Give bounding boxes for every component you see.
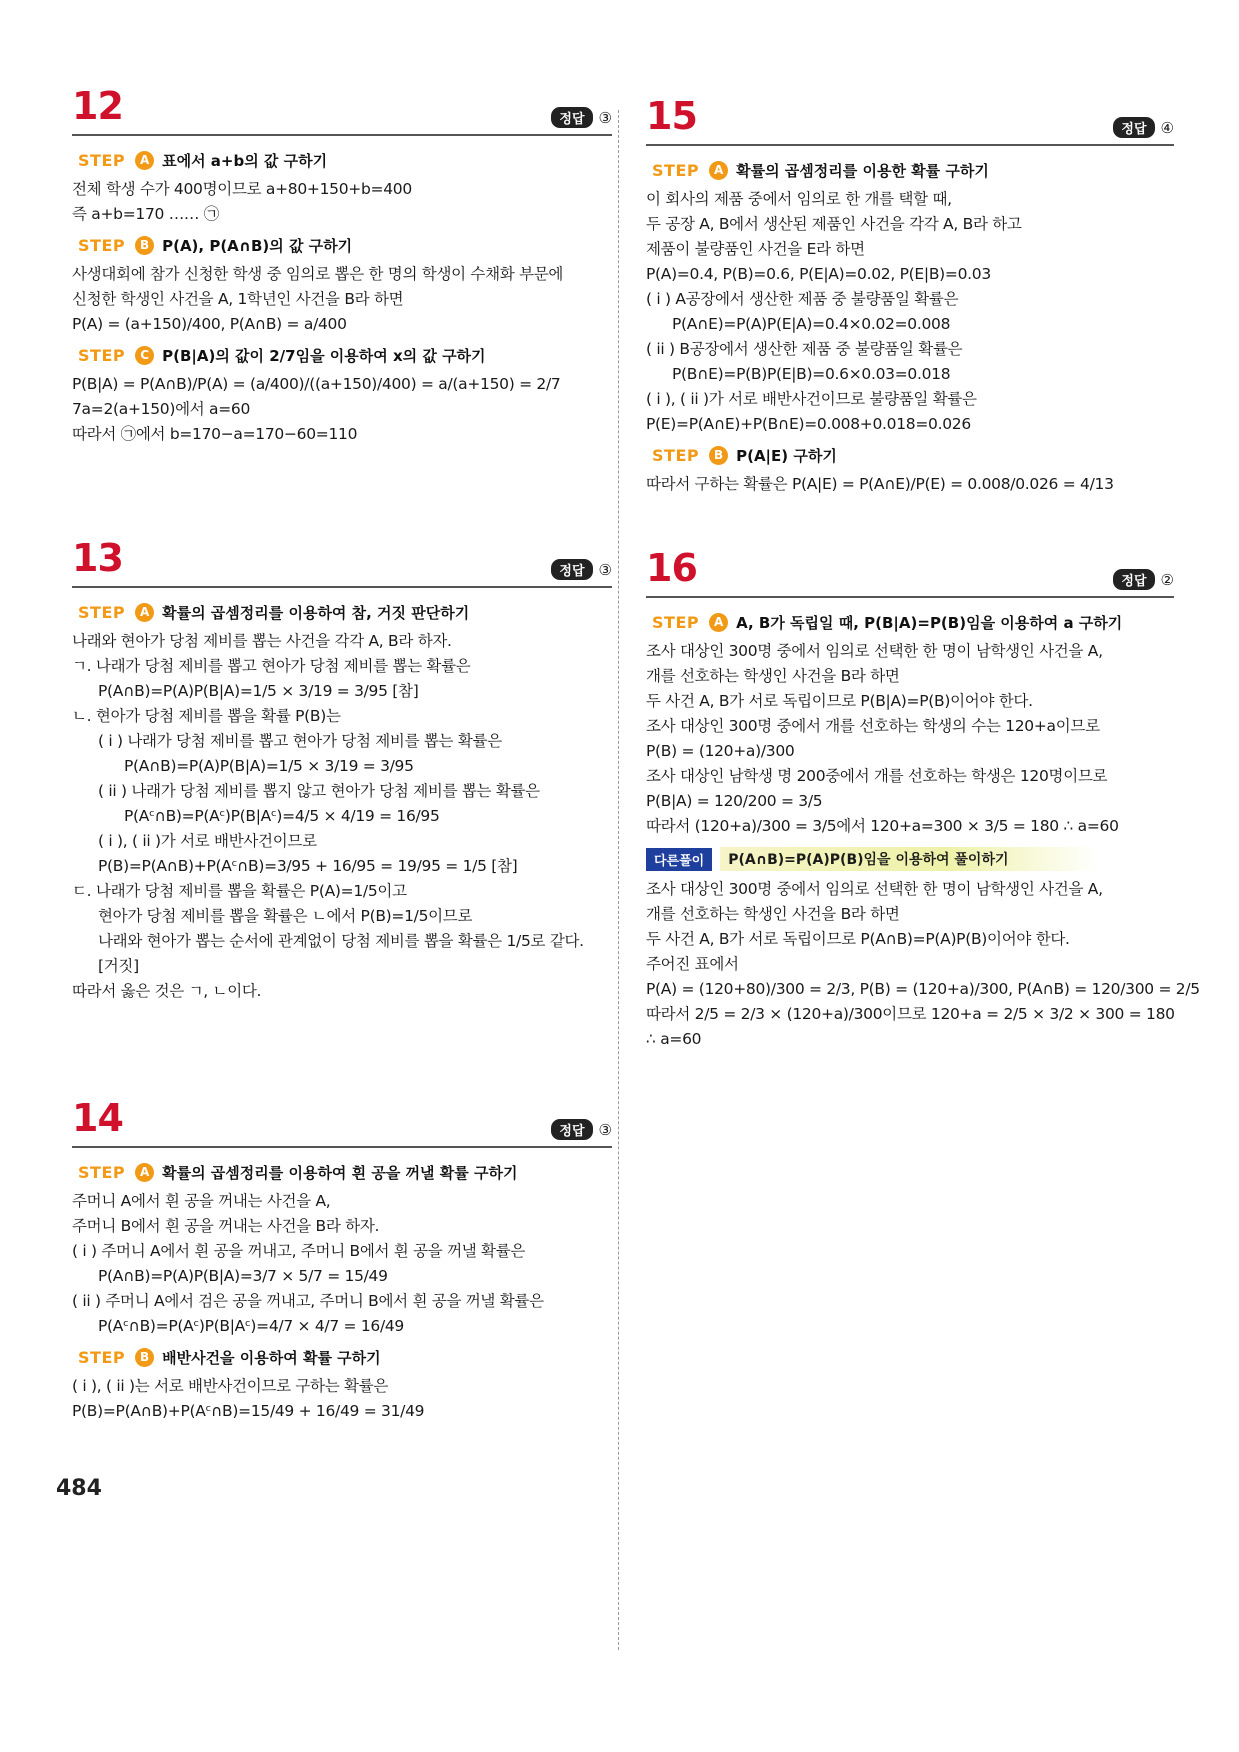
- answer-indicator: [1113, 117, 1174, 138]
- step-letter-badge: A: [709, 613, 728, 632]
- step-heading: [78, 345, 612, 366]
- answer-value: ②: [1160, 570, 1174, 589]
- step-label: STEP: [78, 346, 126, 365]
- problem-12: [72, 86, 612, 447]
- solution-line: 두 공장 A, B에서 생산된 제품인 사건을 각각 A, B라 하고: [646, 215, 1022, 233]
- alternative-solution-heading: [646, 847, 1174, 871]
- step-heading: [78, 235, 612, 256]
- answer-value: ③: [598, 1120, 612, 1139]
- problem-number: 16: [646, 546, 697, 590]
- step-title: 확률의 곱셈정리를 이용한 확률 구하기: [736, 162, 989, 180]
- solution-line: 나래와 현아가 당첨 제비를 뽑는 사건을 각각 A, B라 하자.: [72, 632, 452, 650]
- step-letter-badge: B: [709, 446, 728, 465]
- solution-line: 7a=2(a+150)에서 a=60: [72, 400, 251, 418]
- solution-line: 나래와 현아가 뽑는 순서에 관계없이 당첨 제비를 뽑을 확률은 1/5로 같다.: [98, 932, 584, 950]
- solution-line: P(A∩B)=P(A)P(B|A)=3/7 × 5/7 = 15/49: [98, 1267, 388, 1285]
- solution-line: ( i ), ( ii )가 서로 배반사건이므로 불량품일 확률은: [646, 390, 977, 408]
- solution-line: P(B∩E)=P(B)P(E|B)=0.6×0.03=0.018: [672, 365, 951, 383]
- solution-line: 조사 대상인 300명 중에서 임의로 선택한 한 명이 남학생인 사건을 A,: [646, 880, 1103, 898]
- step-title: P(B|A)의 값이 2/7임을 이용하여 x의 값 구하기: [162, 347, 486, 365]
- step-letter-badge: B: [135, 1348, 154, 1367]
- answer-badge: 정답: [1113, 569, 1154, 590]
- page-number: 484: [56, 1476, 102, 1501]
- step-heading: [652, 160, 1174, 181]
- solution-line: P(B) = (120+a)/300: [646, 742, 795, 760]
- answer-value: ③: [598, 108, 612, 127]
- answer-badge: 정답: [1113, 117, 1154, 138]
- alternative-badge: 다른풀이: [646, 848, 712, 871]
- solution-line: 주머니 A에서 흰 공을 꺼내는 사건을 A,: [72, 1192, 331, 1210]
- step-letter-badge: A: [135, 1163, 154, 1182]
- step-letter-badge: A: [709, 161, 728, 180]
- solution-line: P(A) = (120+80)/300 = 2/3, P(B) = (120+a)/300, P(A∩B) = 120/300 = 2/5: [646, 980, 1200, 998]
- solution-line: ( i ), ( ii )가 서로 배반사건이므로: [98, 832, 317, 850]
- answer-badge: 정답: [551, 1119, 592, 1140]
- solution-line: ∴ a=60: [646, 1030, 702, 1048]
- solution-line: ( i ) 나래가 당첨 제비를 뽑고 현아가 당첨 제비를 뽑는 확률은: [98, 732, 502, 750]
- answer-value: ④: [1160, 118, 1174, 137]
- step-heading: [652, 612, 1174, 633]
- answer-badge: 정답: [551, 107, 592, 128]
- problem-header: [646, 548, 1174, 598]
- problem-header: [646, 96, 1174, 146]
- step-label: STEP: [78, 603, 126, 622]
- solution-line: 사생대회에 참가 신청한 학생 중 임의로 뽑은 한 명의 학생이 수채화 부문에: [72, 265, 564, 283]
- step-heading: [78, 150, 612, 171]
- step-label: STEP: [78, 1348, 126, 1367]
- solution-line: P(A∩E)=P(A)P(E|A)=0.4×0.02=0.008: [672, 315, 951, 333]
- solution-line: 따라서 구하는 확률은 P(A|E) = P(A∩E)/P(E) = 0.008/0.026 = 4/13: [646, 475, 1114, 493]
- step-heading: [652, 445, 1174, 466]
- solution-line: 따라서 옳은 것은 ㄱ, ㄴ이다.: [72, 982, 262, 1000]
- problem-13: [72, 538, 612, 1004]
- solution-line: 두 사건 A, B가 서로 독립이므로 P(A∩B)=P(A)P(B)이어야 한다.: [646, 930, 1070, 948]
- solution-line: ( i ) A공장에서 생산한 제품 중 불량품일 확률은: [646, 290, 959, 308]
- step-title: A, B가 독립일 때, P(B|A)=P(B)임을 이용하여 a 구하기: [736, 614, 1123, 632]
- step-title: 확률의 곱셈정리를 이용하여 참, 거짓 판단하기: [162, 604, 470, 622]
- step-label: STEP: [78, 151, 126, 170]
- problem-header: [72, 538, 612, 588]
- problem-number: 12: [72, 84, 123, 128]
- solution-line: 현아가 당첨 제비를 뽑을 확률은 ㄴ에서 P(B)=1/5이므로: [98, 907, 473, 925]
- alternative-title: P(A∩B)=P(A)P(B)임을 이용하여 풀이하기: [720, 847, 1098, 871]
- step-heading: [78, 1162, 612, 1183]
- solution-line: 따라서 (120+a)/300 = 3/5에서 120+a=300 × 3/5 = 180 ∴ a=60: [646, 817, 1119, 835]
- step-label: STEP: [78, 236, 126, 255]
- solution-line: P(A∩B)=P(A)P(B|A)=1/5 × 3/19 = 3/95: [124, 757, 414, 775]
- step-label: STEP: [78, 1163, 126, 1182]
- answer-indicator: [551, 559, 612, 580]
- solution-line: 따라서 2/5 = 2/3 × (120+a)/300이므로 120+a = 2/5 × 3/2 × 300 = 180: [646, 1005, 1175, 1023]
- step-heading: [78, 1347, 612, 1368]
- solution-line: 조사 대상인 300명 중에서 임의로 선택한 한 명이 남학생인 사건을 A,: [646, 642, 1103, 660]
- problem-header: [72, 86, 612, 136]
- solution-line: ㄱ. 나래가 당첨 제비를 뽑고 현아가 당첨 제비를 뽑는 확률은: [72, 657, 471, 675]
- problem-15: [646, 96, 1174, 497]
- solution-line: ㄴ. 현아가 당첨 제비를 뽑을 확률 P(B)는: [72, 707, 341, 725]
- solution-line: 전체 학생 수가 400명이므로 a+80+150+b=400: [72, 180, 412, 198]
- solution-line: 주어진 표에서: [646, 955, 739, 973]
- step-label: STEP: [652, 161, 700, 180]
- solution-line: P(A)=0.4, P(B)=0.6, P(E|A)=0.02, P(E|B)=0.03: [646, 265, 991, 283]
- solution-line: ㄷ. 나래가 당첨 제비를 뽑을 확률은 P(A)=1/5이고: [72, 882, 407, 900]
- solution-line: 제품이 불량품인 사건을 E라 하면: [646, 240, 865, 258]
- step-letter-badge: A: [135, 603, 154, 622]
- solution-line: P(B|A) = P(A∩B)/P(A) = (a/400)/((a+150)/400) = a/(a+150) = 2/7: [72, 375, 561, 393]
- solution-line: ( i ) 주머니 A에서 흰 공을 꺼내고, 주머니 B에서 흰 공을 꺼낼 확률은: [72, 1242, 526, 1260]
- solution-line: 두 사건 A, B가 서로 독립이므로 P(B|A)=P(B)이어야 한다.: [646, 692, 1033, 710]
- solution-line: 조사 대상인 300명 중에서 개를 선호하는 학생의 수는 120+a이므로: [646, 717, 1100, 735]
- solution-line: P(Aᶜ∩B)=P(Aᶜ)P(B|Aᶜ)=4/7 × 4/7 = 16/49: [98, 1317, 404, 1335]
- step-label: STEP: [652, 446, 700, 465]
- solution-line: 신청한 학생인 사건을 A, 1학년인 사건을 B라 하면: [72, 290, 404, 308]
- solution-line: ( i ), ( ii )는 서로 배반사건이므로 구하는 확률은: [72, 1377, 389, 1395]
- step-letter-badge: A: [135, 151, 154, 170]
- problem-number: 13: [72, 536, 123, 580]
- answer-value: ③: [598, 560, 612, 579]
- solution-line: [거짓]: [98, 957, 139, 975]
- solution-line: P(B|A) = 120/200 = 3/5: [646, 792, 823, 810]
- problem-14: [72, 1098, 612, 1424]
- step-letter-badge: C: [135, 346, 154, 365]
- step-letter-badge: B: [135, 236, 154, 255]
- solution-line: 개를 선호하는 학생인 사건을 B라 하면: [646, 667, 900, 685]
- column-divider: [618, 110, 619, 1650]
- solution-line: 개를 선호하는 학생인 사건을 B라 하면: [646, 905, 900, 923]
- step-title: P(A|E) 구하기: [736, 447, 837, 465]
- solution-line: P(E)=P(A∩E)+P(B∩E)=0.008+0.018=0.026: [646, 415, 971, 433]
- answer-badge: 정답: [551, 559, 592, 580]
- step-title: P(A), P(A∩B)의 값 구하기: [162, 237, 353, 255]
- solution-line: ( ii ) B공장에서 생산한 제품 중 불량품일 확률은: [646, 340, 963, 358]
- solution-line: P(B)=P(A∩B)+P(Aᶜ∩B)=15/49 + 16/49 = 31/49: [72, 1402, 425, 1420]
- solution-line: ( ii ) 주머니 A에서 검은 공을 꺼내고, 주머니 B에서 흰 공을 꺼낼 확률은: [72, 1292, 544, 1310]
- solution-line: P(B)=P(A∩B)+P(Aᶜ∩B)=3/95 + 16/95 = 19/95 = 1/5 [참]: [98, 857, 518, 875]
- step-title: 표에서 a+b의 값 구하기: [162, 152, 328, 170]
- answer-indicator: [1113, 569, 1174, 590]
- solution-line: ( ii ) 나래가 당첨 제비를 뽑지 않고 현아가 당첨 제비를 뽑는 확률은: [98, 782, 540, 800]
- solution-line: P(A∩B)=P(A)P(B|A)=1/5 × 3/19 = 3/95 [참]: [98, 682, 419, 700]
- solution-line: 이 회사의 제품 중에서 임의로 한 개를 택할 때,: [646, 190, 952, 208]
- solution-line: 조사 대상인 남학생 명 200중에서 개를 선호하는 학생은 120명이므로: [646, 767, 1108, 785]
- answer-indicator: [551, 107, 612, 128]
- solution-line: P(Aᶜ∩B)=P(Aᶜ)P(B|Aᶜ)=4/5 × 4/19 = 16/95: [124, 807, 440, 825]
- answer-indicator: [551, 1119, 612, 1140]
- problem-number: 15: [646, 94, 697, 138]
- problem-number: 14: [72, 1096, 123, 1140]
- step-title: 배반사건을 이용하여 확률 구하기: [162, 1349, 381, 1367]
- step-label: STEP: [652, 613, 700, 632]
- solution-line: 즉 a+b=170 …… ㉠: [72, 205, 219, 223]
- solution-line: P(A) = (a+150)/400, P(A∩B) = a/400: [72, 315, 347, 333]
- step-title: 확률의 곱셈정리를 이용하여 흰 공을 꺼낼 확률 구하기: [162, 1164, 518, 1182]
- step-heading: [78, 602, 612, 623]
- problem-header: [72, 1098, 612, 1148]
- solution-line: 주머니 B에서 흰 공을 꺼내는 사건을 B라 하자.: [72, 1217, 380, 1235]
- solution-line: 따라서 ㉠에서 b=170−a=170−60=110: [72, 425, 358, 443]
- problem-16: [646, 546, 1200, 1052]
